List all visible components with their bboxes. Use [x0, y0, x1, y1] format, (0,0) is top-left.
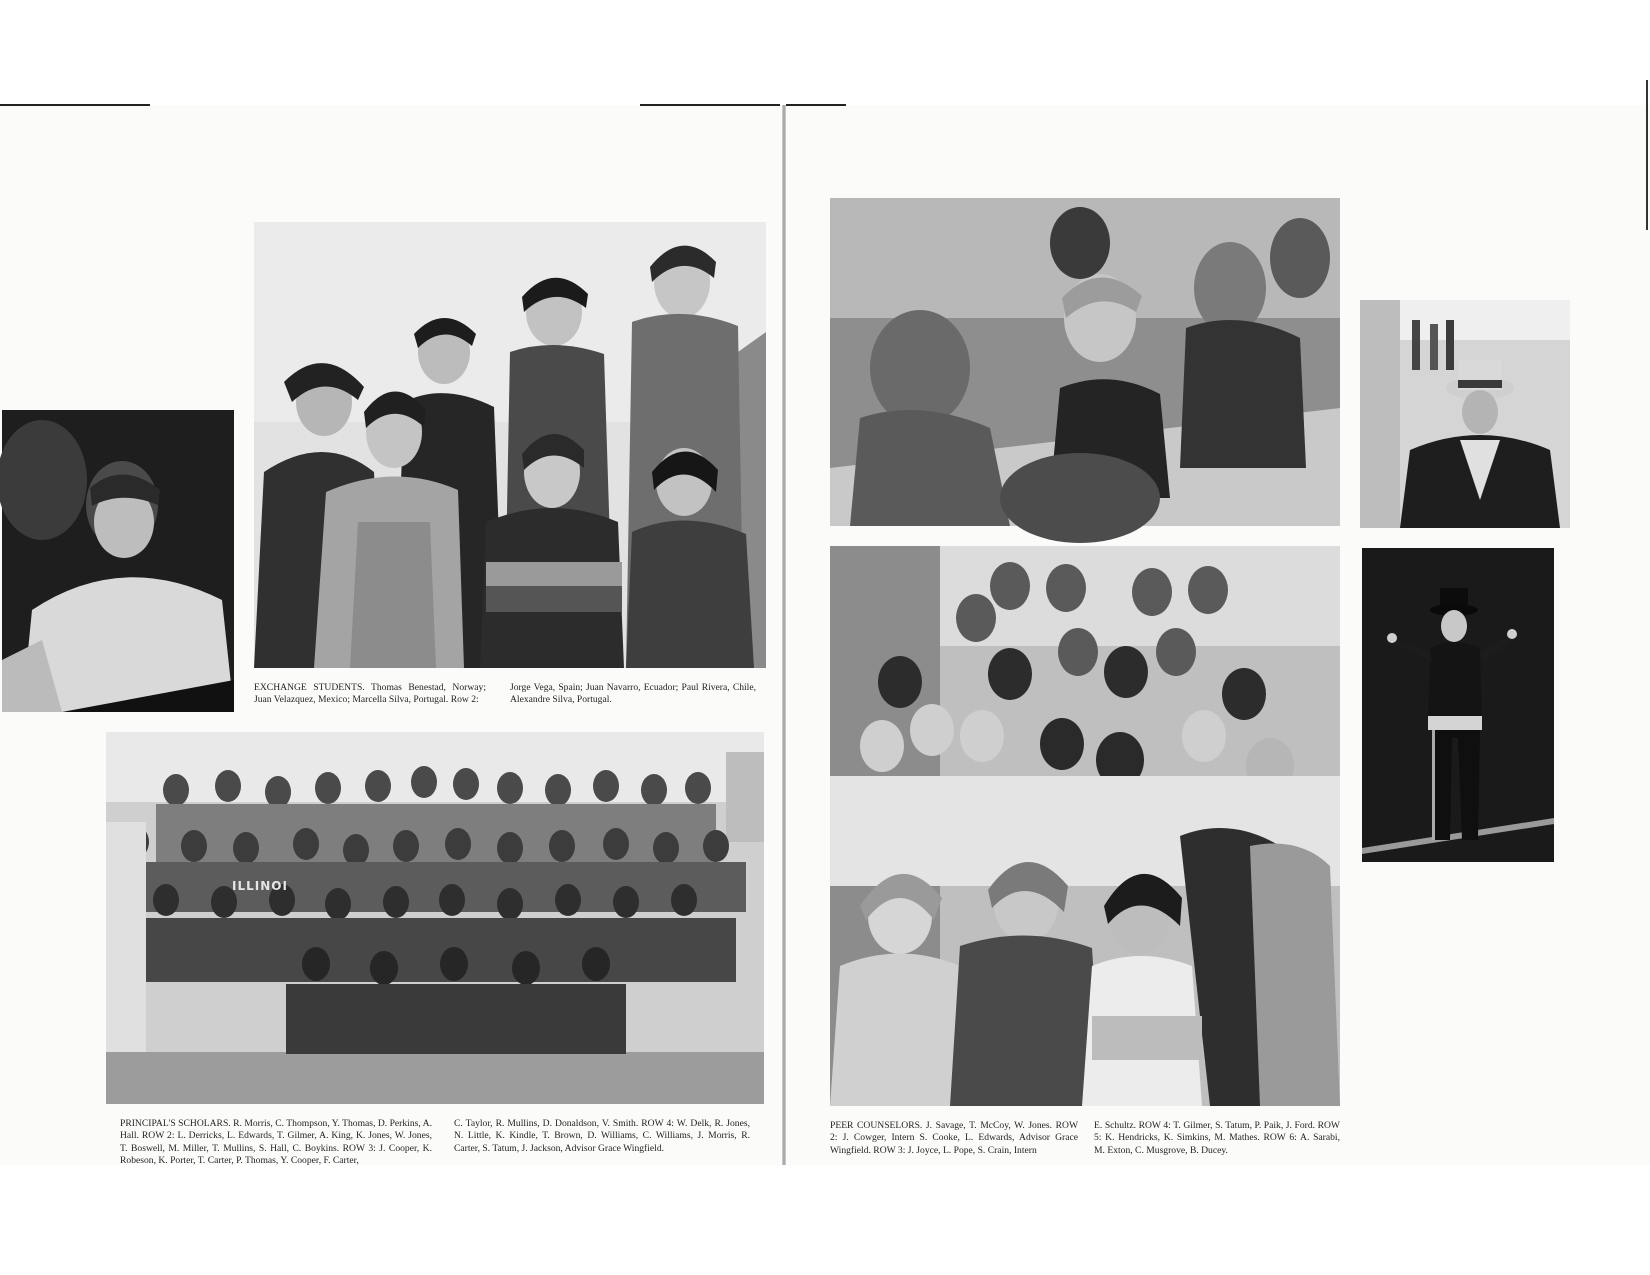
photo-hallway-hat [1360, 300, 1570, 528]
caption-peer-counselors-col2: E. Schultz. ROW 4: T. Gilmer, S. Tatum, P. Paik, J. Ford. ROW 5: K. Hendricks, K. Simkins, M. Mathes. ROW 6: A. Sarabi, M. Exton, C. Musgrove, B. Ducey. [1094, 1120, 1340, 1156]
photo-cafeteria-candid [830, 198, 1340, 526]
photo-principals-scholars [106, 732, 764, 1104]
page-top-edge-left [0, 104, 150, 106]
photo-peer-counselors [830, 546, 1340, 1106]
page-top-edge-center [640, 104, 780, 106]
caption-exchange-students-col2: Jorge Vega, Spain; Juan Navarro, Ecuador; Paul Rivera, Chile, Alexandre Silva, Portugal. [510, 682, 756, 706]
sweatshirt-lettering: ILLINOI [232, 879, 288, 893]
photo-exchange-students [254, 222, 766, 668]
page-right-edge [1646, 80, 1648, 230]
book-spine [782, 105, 786, 1165]
page-top-edge-right [786, 104, 846, 106]
photo-student-writing [2, 410, 234, 712]
caption-exchange-students-col1: EXCHANGE STUDENTS. Thomas Benestad, Norway; Juan Velazquez, Mexico; Marcella Silva, Portugal. Row 2: [254, 682, 486, 706]
caption-principals-scholars-col1: PRINCIPAL'S SCHOLARS. R. Morris, C. Thompson, Y. Thomas, D. Perkins, A. Hall. ROW 2: L. Derricks, L. Edwards, T. Gilmer, A. King, K. Jones, W. Jones, T. Boswell, M. Miller, T. Mullins, S. Hall, C. Boykins. ROW 3: J. Cooper, K. Robeson, K. Porter, T. Carter, P. Thomas, Y. Cooper, F. Carter, [120, 1118, 432, 1167]
caption-principals-scholars-col2: C. Taylor, R. Mullins, D. Donaldson, V. Smith. ROW 4: W. Delk, R. Jones, N. Little, K. Kindle, T. Brown, D. Williams, C. Williams, J. Morris, R. Carter, S. Tatum, J. Jackson, Advisor Grace Wingfield. [454, 1118, 750, 1154]
photo-stage-performer [1362, 548, 1554, 862]
caption-peer-counselors-col1: PEER COUNSELORS. J. Savage, T. McCoy, W. Jones. ROW 2: J. Cowger, Intern S. Cooke, L. Edwards, Advisor Grace Wingfield. ROW 3: J. Joyce, L. Pope, S. Crain, Intern [830, 1120, 1078, 1156]
